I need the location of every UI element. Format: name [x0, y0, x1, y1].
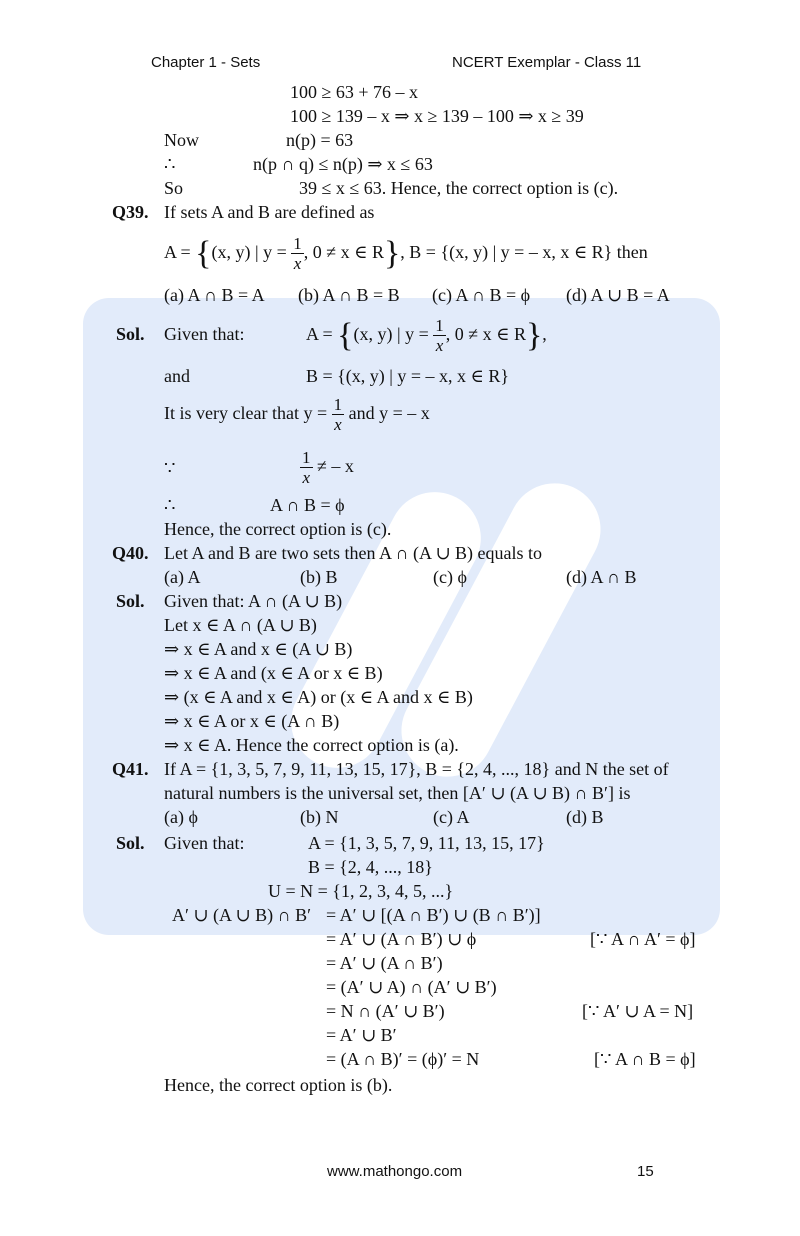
q39-sol-b-def: B = {(x, y) | y = – x, x ∈ R} [306, 366, 510, 386]
q39-conclusion: Hence, the correct option is (c). [164, 519, 392, 539]
q39-fraction: $\frac{1}{x}$ [293, 234, 302, 274]
q39-therefore-symbol: ∴ [164, 495, 176, 515]
q41-reason-1: [∵ A ∩ A′ = ϕ] [590, 929, 696, 949]
q41-step-6: = A′ ∪ B′ [326, 1025, 397, 1045]
q40-step-2: Let x ∈ A ∩ (A ∪ B) [164, 615, 317, 635]
q39-clear-line: It is very clear that y = $\frac{1}{x}$ and y = – x [164, 395, 430, 435]
q41-option-c: (c) A [433, 807, 470, 827]
therefore-expr: n(p ∩ q) ≤ n(p) ⇒ x ≤ 63 [253, 154, 433, 174]
q41-sol-label: Sol. [116, 833, 145, 853]
q41-b-def: B = {2, 4, ..., 18} [308, 857, 433, 877]
q41-u-def: U = N = {1, 2, 3, 4, 5, ...} [268, 881, 454, 901]
ineq-line-2: 100 ≥ 139 – x ⇒ x ≥ 139 – 100 ⇒ x ≥ 39 [290, 106, 584, 126]
q40-step-7: ⇒ x ∈ A. Hence the correct option is (a). [164, 735, 459, 755]
q40-label: Q40. [112, 543, 149, 563]
so-expr: 39 ≤ x ≤ 63. Hence, the correct option is (c). [299, 178, 619, 198]
q41-step-2: = A′ ∪ (A ∩ B′) ∪ ϕ [326, 929, 477, 949]
q41-option-d: (d) B [566, 807, 604, 827]
q40-option-b: (b) B [300, 567, 338, 587]
q41-reason-3: [∵ A ∩ B = ϕ] [594, 1049, 696, 1069]
q39-option-b: (b) A ∩ B = B [298, 285, 400, 305]
q41-option-a: (a) ϕ [164, 807, 198, 827]
q39-option-a: (a) A ∩ B = A [164, 285, 265, 305]
q41-text-2: natural numbers is the universal set, then [A′ ∪ (A ∪ B) ∩ B′] is [164, 783, 631, 803]
q40-sol-label: Sol. [116, 591, 145, 611]
q41-label: Q41. [112, 759, 149, 779]
book-header: NCERT Exemplar - Class 11 [452, 54, 642, 71]
footer-website: www.mathongo.com [327, 1163, 463, 1180]
q39-sol-a-def: A = {(x, y) | y = $\frac{1}{x}$ , 0 ≠ x ∈ R}, [306, 316, 547, 356]
q40-option-d: (d) A ∩ B [566, 567, 637, 587]
q41-text-1: If A = {1, 3, 5, 7, 9, 11, 13, 15, 17}, B = {2, 4, ..., 18} and N the set of [164, 759, 669, 779]
q39-because-expr: $\frac{1}{x}$ ≠ – x [302, 448, 354, 488]
q40-step-5: ⇒ (x ∈ A and x ∈ A) or (x ∈ A and x ∈ B) [164, 687, 473, 707]
q41-step-3: = A′ ∪ (A ∩ B′) [326, 953, 443, 973]
q40-option-c: (c) ϕ [433, 567, 467, 587]
q39-because-symbol: ∵ [164, 458, 176, 478]
q41-reason-2: [∵ A′ ∪ A = N] [582, 1001, 694, 1021]
q40-option-a: (a) A [164, 567, 201, 587]
q41-step-5: = N ∩ (A′ ∪ B′) [326, 1001, 445, 1021]
q39-label: Q39. [112, 202, 149, 222]
q40-step-3: ⇒ x ∈ A and x ∈ (A ∪ B) [164, 639, 353, 659]
q39-given: Given that: [164, 324, 245, 344]
q40-step-6: ⇒ x ∈ A or x ∈ (A ∩ B) [164, 711, 340, 731]
q39-and: and [164, 366, 190, 386]
q39-text: If sets A and B are defined as [164, 202, 375, 222]
q41-step-4: = (A′ ∪ A) ∩ (A′ ∪ B′) [326, 977, 497, 997]
q41-step-7: = (A ∩ B)′ = (ϕ)′ = N [326, 1049, 480, 1069]
q40-step-4: ⇒ x ∈ A and (x ∈ A or x ∈ B) [164, 663, 383, 683]
q41-step-1: = A′ ∪ [(A ∩ B′) ∪ (B ∩ B′)] [326, 905, 541, 925]
q41-conclusion: Hence, the correct option is (b). [164, 1075, 393, 1095]
q39-option-d: (d) A ∪ B = A [566, 285, 670, 305]
q40-step-1: Given that: A ∩ (A ∪ B) [164, 591, 343, 611]
q41-given: Given that: [164, 833, 245, 853]
chapter-header: Chapter 1 - Sets [151, 54, 261, 71]
q39-sol-label: Sol. [116, 324, 145, 344]
so-label: So [164, 178, 184, 198]
q39-set-definitions: A = {(x, y) | y = $\frac{1}{x}$ , 0 ≠ x ∈ R}, B = {(x, y) | y = – x, x ∈ R} then [164, 234, 648, 274]
q41-option-b: (b) N [300, 807, 339, 827]
q40-text: Let A and B are two sets then A ∩ (A ∪ B) equals to [164, 543, 543, 563]
q39-result: A ∩ B = ϕ [270, 495, 345, 515]
q41-a-def: A = {1, 3, 5, 7, 9, 11, 13, 15, 17} [308, 833, 545, 853]
now-expr: n(p) = 63 [286, 130, 354, 150]
therefore-symbol: ∴ [164, 154, 176, 174]
ineq-line-1: 100 ≥ 63 + 76 – x [290, 82, 419, 102]
q39-option-c: (c) A ∩ B = ϕ [432, 285, 531, 305]
now-label: Now [164, 130, 199, 150]
q41-lhs: A′ ∪ (A ∪ B) ∩ B′ [172, 905, 312, 925]
page-number: 15 [637, 1163, 654, 1180]
